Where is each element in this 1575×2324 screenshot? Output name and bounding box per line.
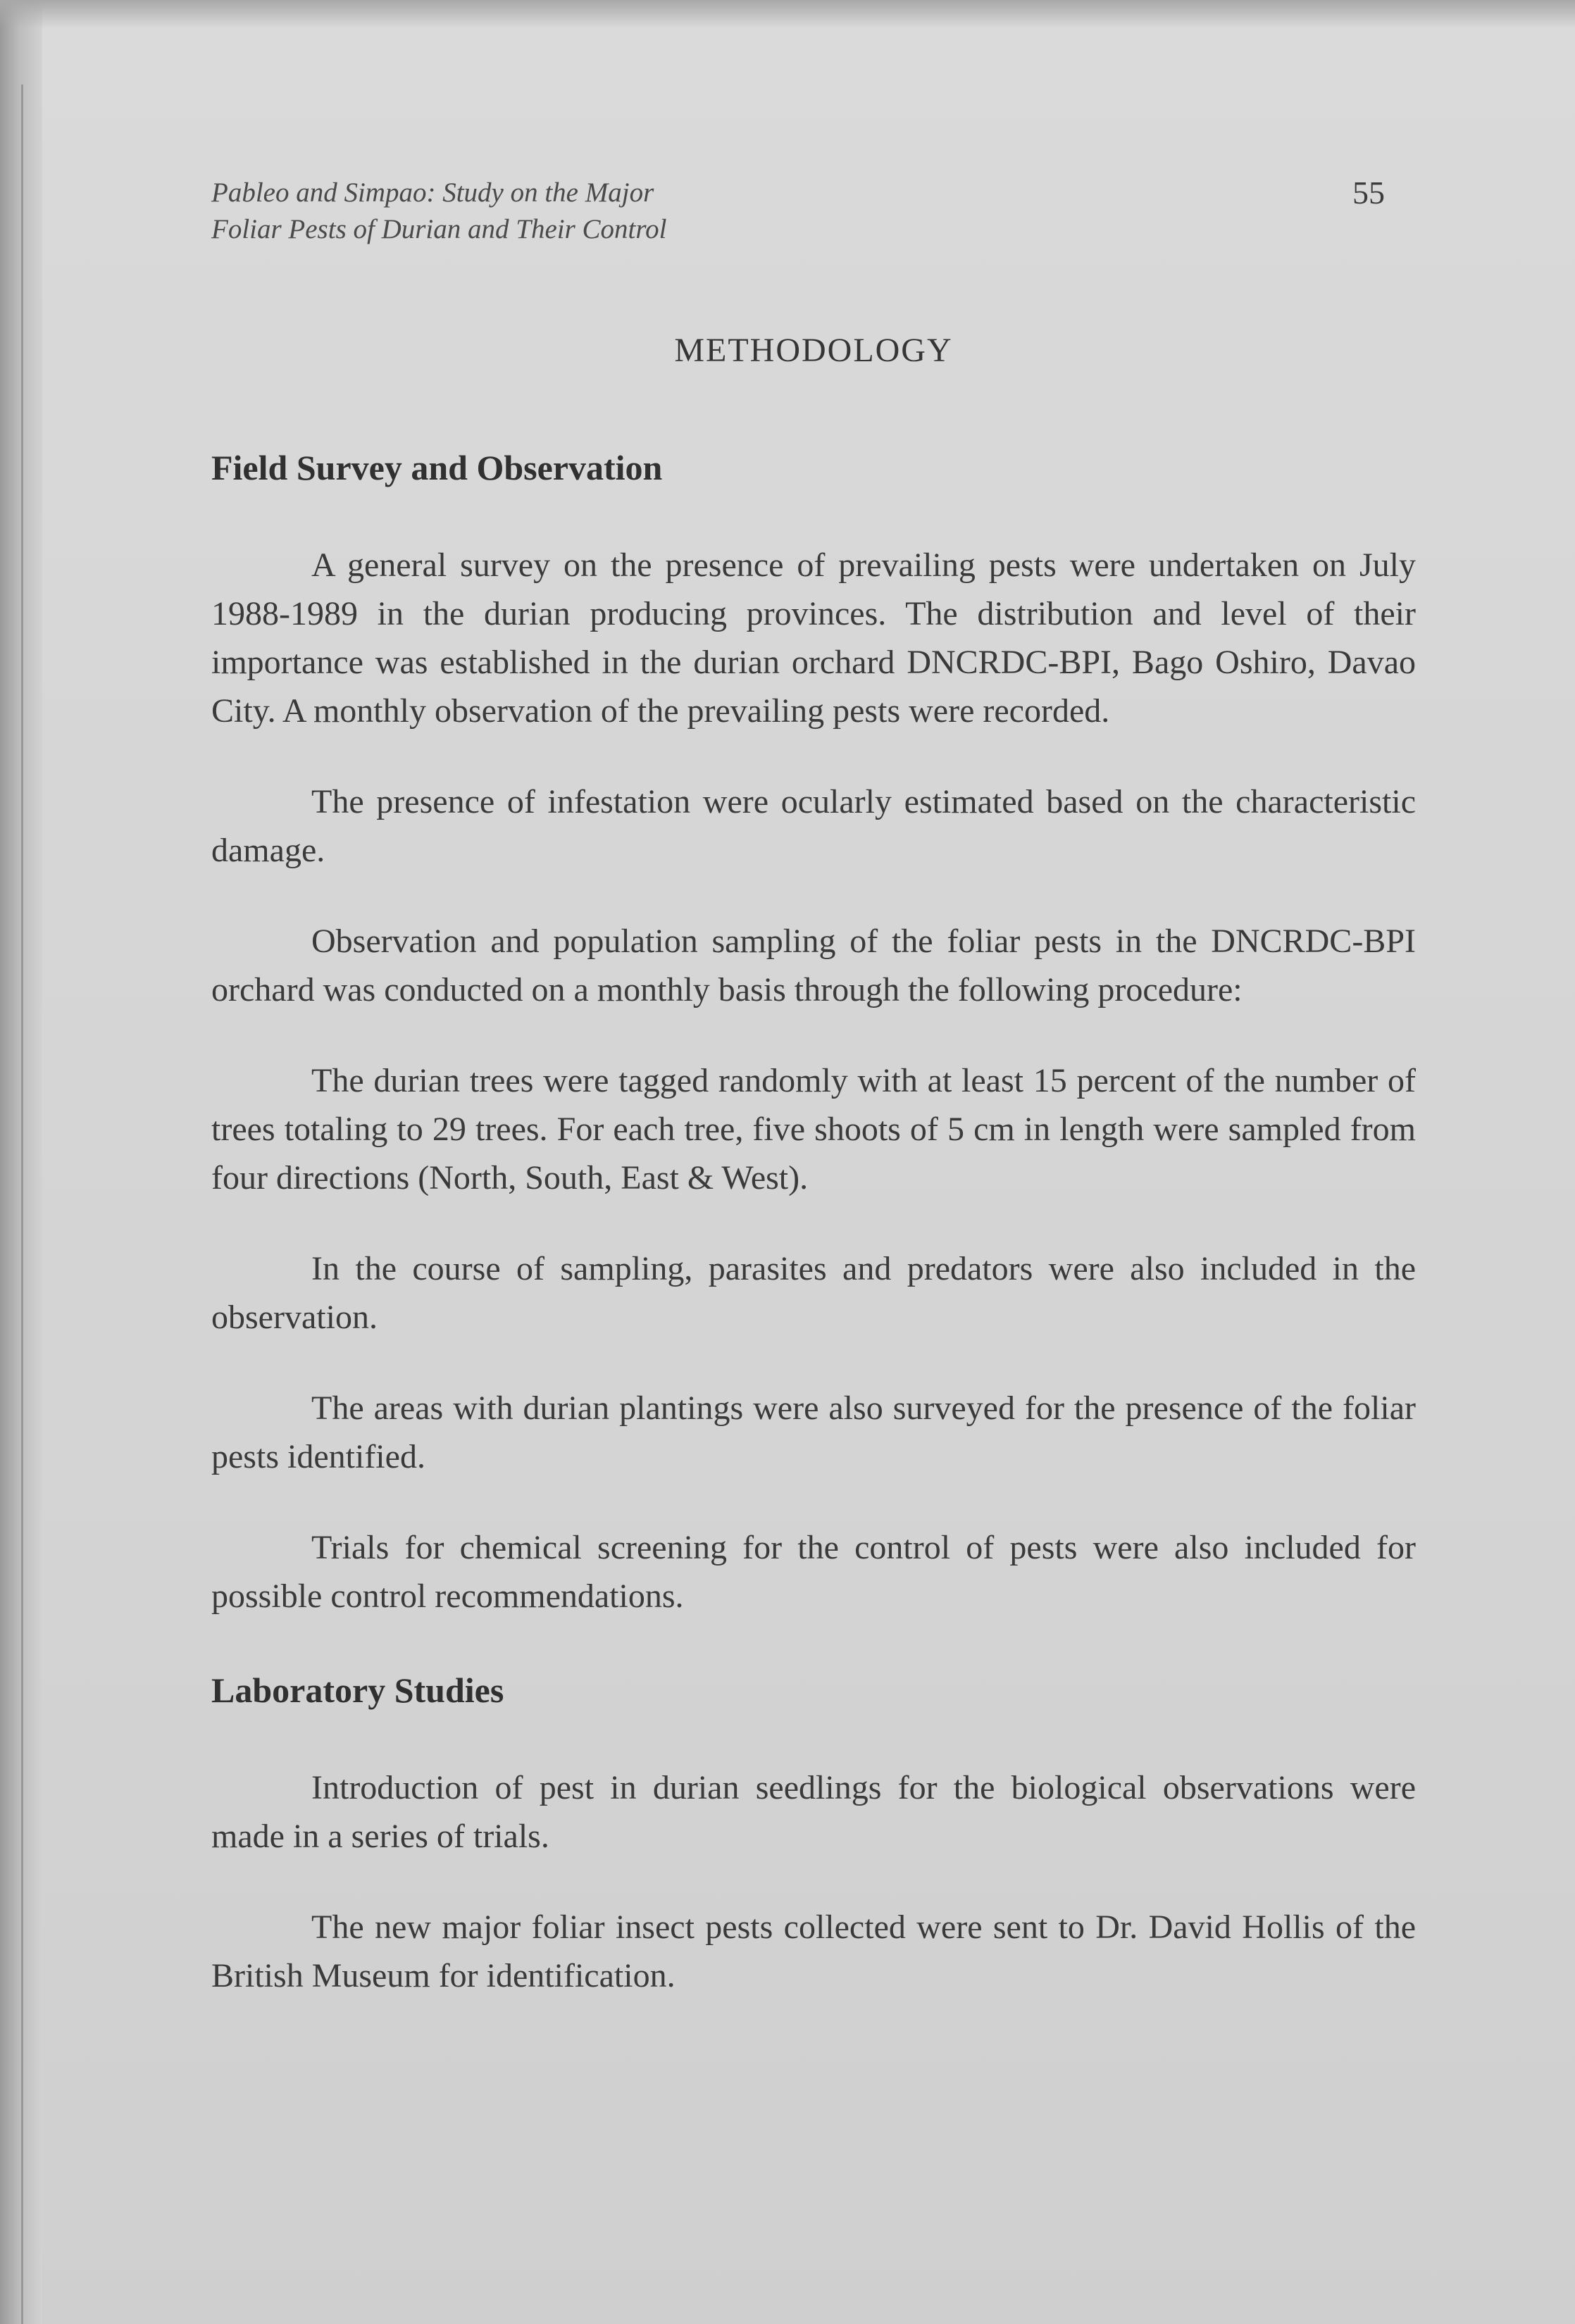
paragraph: A general survey on the presence of prevailing pests were undertaken on July 1988-1989 in the durian producing provinces. The distribution and level of their importance was established in the durian orchard DNCRDC-BPI, Bago Oshiro, Davao City. A monthly observation of the prevailing pests were recorded.	[211, 546, 1416, 730]
running-head	[211, 175, 916, 248]
section-heading-laboratory-studies: Laboratory Studies	[211, 1670, 504, 1710]
section-heading-field-survey: Field Survey and Observation	[211, 448, 663, 487]
paragraph: Trials for chemical screening for the control of pests were also included for possible control recommendations.	[211, 1529, 1416, 1615]
paragraph: The new major foliar insect pests collected were sent to Dr. David Hollis of the British Museum for identification.	[211, 1908, 1416, 1994]
running-head-line-2: Foliar Pests of Durian and Their Control	[211, 214, 667, 244]
paragraph: Observation and population sampling of the foliar pests in the DNCRDC-BPI orchard was conducted on a monthly basis through the following procedure:	[211, 923, 1416, 1008]
paragraph: The presence of infestation were ocularly estimated based on the characteristic damage.	[211, 783, 1416, 869]
binding-line	[21, 85, 23, 2324]
paragraph: The areas with durian plantings were also surveyed for the presence of the foliar pests identified.	[211, 1389, 1416, 1475]
paragraph: Introduction of pest in durian seedlings for the biological observations were made in a series of trials.	[211, 1769, 1416, 1855]
page-content	[211, 331, 1416, 2042]
page-number: 55	[1352, 175, 1385, 211]
paragraph: In the course of sampling, parasites and predators were also included in the observation.	[211, 1250, 1416, 1336]
paragraph: The durian trees were tagged randomly with at least 15 percent of the number of trees totaling to 29 trees. For each tree, five shoots of 5 cm in length were sampled from four directions (North, South, East & West).	[211, 1062, 1416, 1197]
top-scan-shadow	[0, 0, 1575, 28]
running-head-line-1: Pableo and Simpao: Study on the Major	[211, 177, 654, 208]
section-title: METHODOLOGY	[674, 332, 953, 369]
